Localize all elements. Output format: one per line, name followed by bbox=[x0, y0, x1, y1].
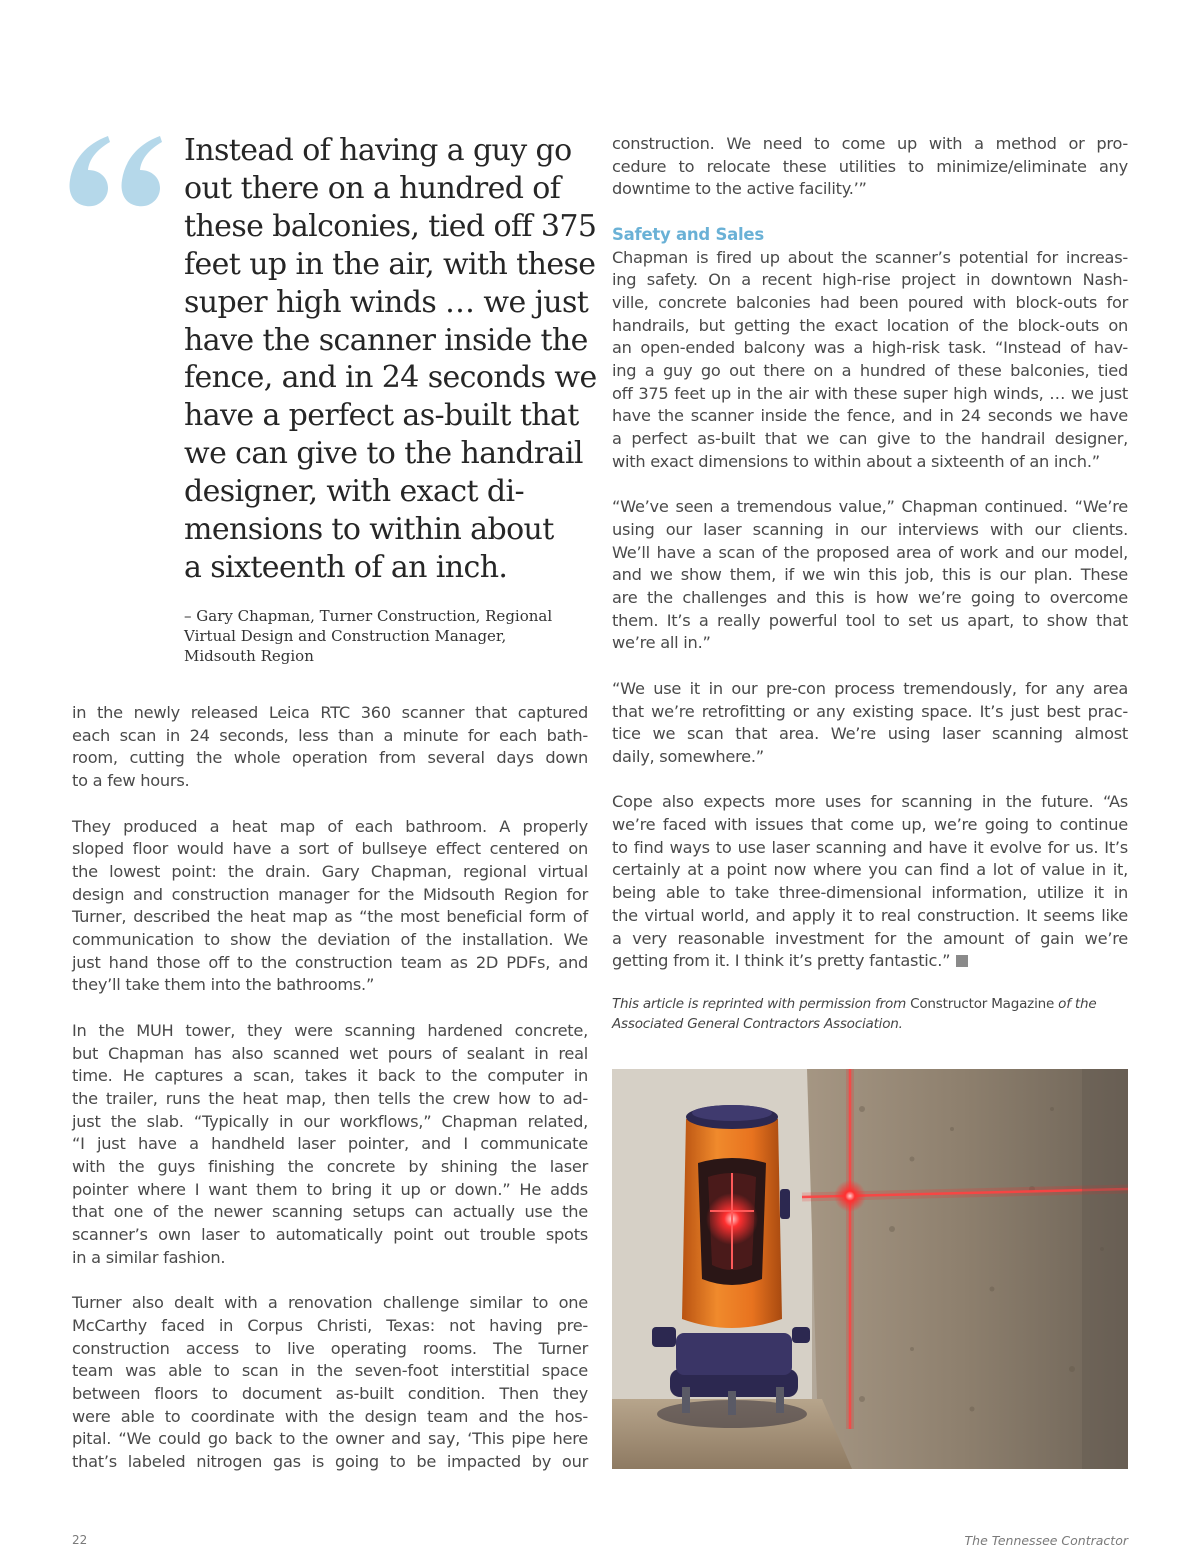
pull-quote-line: Instead of having a guy go bbox=[184, 133, 572, 168]
text-line: Cope also expects more uses for scanning in the future. “As bbox=[612, 792, 1128, 812]
pull-quote-line: mensions to within about bbox=[184, 512, 554, 548]
text-line: being able to take three-dimensional information, utilize it in bbox=[612, 883, 1128, 903]
text-line: downtime to the active facility.’” bbox=[612, 179, 867, 199]
text-line: time. He captures a scan, takes it back to the computer in bbox=[72, 1066, 588, 1086]
reprint-text: This article is reprinted with permission from bbox=[612, 996, 911, 1012]
text-line: They produced a heat map of each bathroom. A properly bbox=[72, 816, 588, 836]
pull-quote-line: designer, with exact di- bbox=[184, 474, 525, 510]
text-line: we’re faced with issues that come up, we’re going to continue bbox=[612, 815, 1128, 835]
pull-quote-line: fence, and in 24 seconds we bbox=[184, 360, 597, 396]
attribution-line: – Gary Chapman, Turner Construction, Regional bbox=[184, 607, 553, 625]
text-line: handrails, but getting the exact location of the block-outs on bbox=[612, 315, 1128, 335]
text-line: pital. “We could go back to the owner and say, ‘This pipe here bbox=[72, 1429, 588, 1449]
text-line: communication to show the deviation of the installation. We bbox=[72, 930, 588, 950]
article-paragraph bbox=[72, 816, 588, 998]
section-heading: Safety and Sales bbox=[612, 224, 764, 244]
article-paragraph bbox=[612, 678, 1128, 769]
text-line: with the guys finishing the concrete by shining the laser bbox=[72, 1157, 588, 1177]
page-number: 22 bbox=[72, 1533, 88, 1547]
end-of-article-icon bbox=[956, 955, 968, 967]
text-line: off 375 feet up in the air with these super high winds, … we just bbox=[612, 383, 1128, 403]
text-line: the trailer, runs the heat map, then tells the crew how to ad- bbox=[72, 1088, 588, 1108]
text-line: a perfect as-built that we can give to the handrail designer, bbox=[612, 429, 1128, 449]
text-line: the virtual world, and apply it to real construction. It seems like bbox=[612, 905, 1128, 925]
text-line: getting from it. I think it’s pretty fantastic.” bbox=[612, 951, 951, 971]
text-line: construction. We need to come up with a method or pro- bbox=[612, 134, 1128, 153]
article-paragraph bbox=[612, 496, 1128, 655]
text-line: in the newly released Leica RTC 360 scanner that captured bbox=[72, 703, 588, 722]
text-line: to a few hours. bbox=[72, 771, 190, 791]
text-line: a very reasonable investment for the amount of gain we’re bbox=[612, 928, 1128, 948]
article-paragraph bbox=[72, 1020, 588, 1270]
text-line: construction access to live operating rooms. The Turner bbox=[72, 1338, 588, 1358]
text-line: scanner’s own laser to automatically point out trouble spots bbox=[72, 1225, 588, 1245]
reprint-text: Associated General Contractors Association. bbox=[612, 1016, 903, 1032]
pull-quote-line: have a perfect as-built that bbox=[184, 398, 579, 434]
text-line: daily, somewhere.” bbox=[612, 746, 764, 766]
text-line: between floors to document as-built condition. Then they bbox=[72, 1384, 588, 1404]
pull-quote-line: super high winds … we just bbox=[184, 284, 589, 320]
attribution-line: Midsouth Region bbox=[184, 647, 314, 665]
text-line: but Chapman has also scanned wet pours of sealant in real bbox=[72, 1043, 588, 1063]
reprint-note bbox=[612, 994, 1132, 1034]
article-paragraph bbox=[612, 247, 1128, 474]
pull-quote-line: we can give to the handrail bbox=[184, 436, 583, 472]
reprint-text: of the bbox=[1054, 996, 1097, 1012]
text-line: We’ll have a scan of the proposed area of work and our model, bbox=[612, 542, 1128, 562]
text-line: we’re all in.” bbox=[612, 633, 711, 653]
text-line: the lowest point: the drain. Gary Chapman, regional virtual bbox=[72, 861, 588, 881]
text-line: certainly at a point now where you can find a lot of value in it, bbox=[612, 860, 1128, 880]
text-line: Turner, described the heat map as “the most beneficial form of bbox=[72, 907, 588, 927]
text-line: ing safety. On a recent high-rise project in downtown Nash- bbox=[612, 270, 1128, 290]
article-paragraph bbox=[72, 1292, 588, 1474]
quote-mark-icon bbox=[66, 118, 170, 218]
laser-level-image bbox=[612, 1069, 1128, 1469]
text-line: ville, concrete balconies had been poured with block-outs for bbox=[612, 292, 1128, 312]
text-line: cedure to relocate these utilities to minimize/eliminate any bbox=[612, 156, 1128, 176]
pull-quote-line: a sixteenth of an inch. bbox=[184, 549, 508, 585]
pull-quote-line: these balconies, tied off 375 bbox=[184, 208, 597, 244]
text-line: were able to coordinate with the design team and the hos- bbox=[72, 1406, 588, 1426]
text-line: them. It’s a really powerful tool to set us apart, to show that bbox=[612, 610, 1128, 630]
publication-name: The Tennessee Contractor bbox=[964, 1533, 1128, 1548]
text-line: just hand those off to the construction team as 2D PDFs, and bbox=[72, 952, 588, 972]
article-paragraph bbox=[72, 702, 588, 793]
text-line: just the slab. “Typically in our workflows,” Chapman related, bbox=[72, 1111, 588, 1131]
pull-quote-line: out there on a hundred of bbox=[184, 170, 561, 206]
text-line: “I just have a handheld laser pointer, and I communicate bbox=[72, 1134, 588, 1154]
text-line: In the MUH tower, they were scanning hardened concrete, bbox=[72, 1020, 588, 1040]
text-line: in a similar fashion. bbox=[72, 1247, 226, 1267]
text-line: ing a guy go out there on a hundred of these balconies, tied bbox=[612, 361, 1128, 381]
article-paragraph bbox=[612, 791, 1128, 973]
text-line: each scan in 24 seconds, less than a minute for each bath- bbox=[72, 725, 588, 745]
article-paragraph bbox=[612, 133, 1128, 201]
text-line: McCarthy faced in Corpus Christi, Texas: not having pre- bbox=[72, 1315, 588, 1335]
text-line: with exact dimensions to within about a sixteenth of an inch.” bbox=[612, 451, 1100, 471]
text-line: pointer where I want them to bring it up or down.” He adds bbox=[72, 1179, 588, 1199]
text-line: Chapman is fired up about the scanner’s potential for increas- bbox=[612, 247, 1128, 267]
right-column bbox=[612, 133, 1128, 973]
text-line: tice we scan that area. We’re using laser scanning almost bbox=[612, 724, 1128, 744]
text-line: using our laser scanning in our interviews with our clients. bbox=[612, 519, 1128, 539]
text-line: design and construction manager for the Midsouth Region for bbox=[72, 884, 588, 904]
text-line: “We use it in our pre-con process tremendously, for any area bbox=[612, 678, 1128, 698]
text-line: Turner also dealt with a renovation challenge similar to one bbox=[72, 1293, 588, 1313]
text-line: room, cutting the whole operation from several days down bbox=[72, 748, 588, 768]
text-line: “We’ve seen a tremendous value,” Chapman continued. “We’re bbox=[612, 497, 1128, 517]
attribution-line: Virtual Design and Construction Manager, bbox=[184, 627, 507, 645]
text-line: and we show them, if we win this job, this is our plan. These bbox=[612, 565, 1128, 585]
pull-quote-attribution bbox=[184, 606, 594, 666]
text-line: that we’re retrofitting or any existing space. It’s just best prac- bbox=[612, 701, 1128, 721]
text-line: team was able to scan in the seven-foot interstitial space bbox=[72, 1361, 588, 1381]
pull-quote-line: feet up in the air, with these bbox=[184, 246, 596, 282]
pull-quote bbox=[184, 132, 596, 587]
pull-quote-line: have the scanner inside the bbox=[184, 322, 588, 358]
laser-level-photo bbox=[612, 1069, 1128, 1469]
text-line: to find ways to use laser scanning and have it evolve for us. It’s bbox=[612, 837, 1128, 857]
text-line: have the scanner inside the fence, and in 24 seconds we have bbox=[612, 406, 1128, 426]
text-line: an open-ended balcony was a high-risk task. “Instead of hav- bbox=[612, 338, 1128, 358]
text-line: that one of the newer scanning setups can actually use the bbox=[72, 1202, 588, 1222]
left-column bbox=[72, 702, 588, 1497]
right-column-paragraphs bbox=[612, 247, 1128, 973]
text-line: that’s labeled nitrogen gas is going to be impacted by our bbox=[72, 1452, 588, 1472]
text-line: sloped floor would have a sort of bullseye effect centered on bbox=[72, 839, 588, 859]
text-line: are the challenges and this is how we’re going to overcome bbox=[612, 588, 1128, 608]
text-line: they’ll take them into the bathrooms.” bbox=[72, 975, 375, 995]
magazine-name: Constructor Magazine bbox=[910, 996, 1055, 1012]
